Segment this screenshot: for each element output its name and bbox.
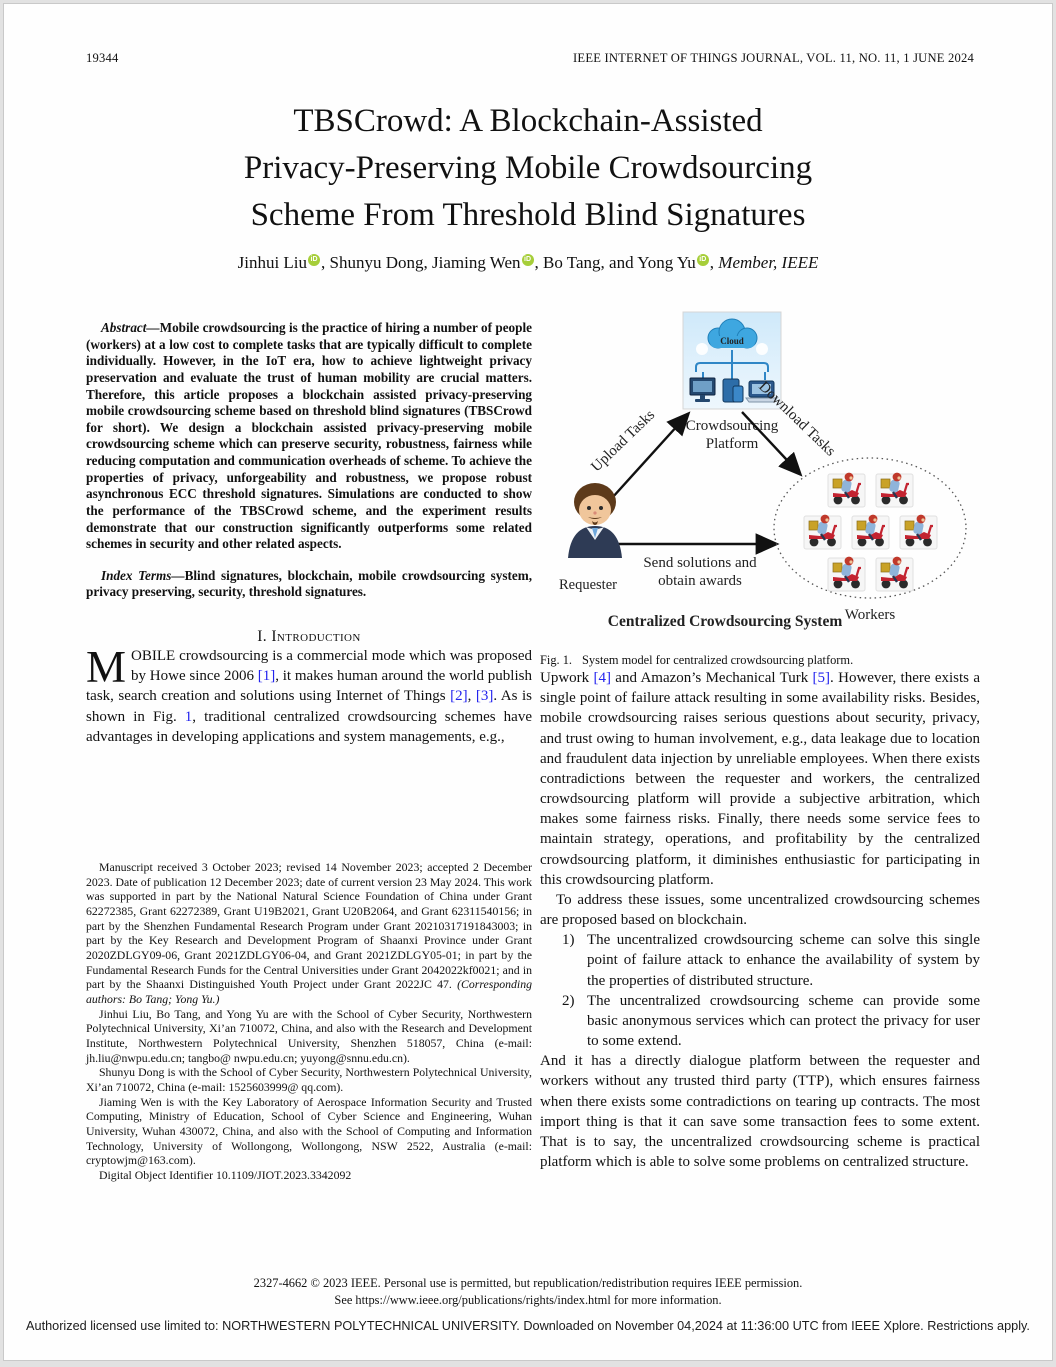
paper-title	[64, 98, 992, 239]
svg-text:obtain awards: obtain awards	[658, 573, 742, 589]
footnote-manuscript: Manuscript received 3 October 2023; revised 14 November 2023; accepted 2 December 2023. Date of publication 12 December 2023; date of current version 23 May 2024. This work was supported in part by the National Natural Science Foundation of China under Grant 62272385, Grant 62272389, Grant U19B2021, Grant U20B2064, and Grant 62311540156; in part by the Shenzhen Fundamental Research Program under Grant 20210317191843003; in part by the Key Research and Development Program of Shaanxi Province under Grant 2020ZDLGY09-06, Grant 2021ZDLGY06-04, and Grant 2021ZDLGY05-01; in part by the Fundamental Research Funds for the Central Universities under Grant 2042022kf0021; and in part by the Shaanxi Distinguished Youth Project under Grant 2022JC 47. (Corresponding authors: Bo Tang; Yong Yu.)	[86, 860, 532, 1007]
worker-scooter-icon	[900, 515, 937, 549]
citation-link-4[interactable]: [4]	[593, 670, 611, 686]
worker-scooter-icon	[828, 473, 865, 507]
workers-label: Workers	[844, 607, 896, 623]
authors-tail: , Bo Tang, and Yong Yu	[534, 253, 696, 272]
orcid-icon[interactable]: iD	[697, 254, 709, 266]
citation-link-2[interactable]: [2]	[450, 688, 468, 705]
footnote-affiliation-2: Shunyu Dong is with the School of Cyber Security, Northwestern Polytechnical University, Xi’an 710072, China (e-mail: 1525603999@ qq.com).	[86, 1065, 532, 1095]
worker-scooter-icon	[804, 515, 841, 549]
authors-line: Jinhui Liu iD , Shunyu Dong, Jiaming Wen iD , Bo Tang, and Yong Yu iD , Member, IEEE	[237, 253, 819, 272]
worker-scooter-icon	[876, 557, 913, 591]
running-header	[86, 51, 974, 66]
title-line-1: TBSCrowd: A Blockchain-Assisted	[293, 103, 763, 139]
figure-1-caption: Fig. 1. System model for centralized crowdsourcing platform.	[540, 653, 854, 667]
citation-link-1[interactable]: [1]	[257, 668, 276, 685]
platform-label: Crowdsourcing	[685, 418, 779, 434]
figure-1-diagram	[540, 306, 980, 638]
authors-middle: , Shunyu Dong, Jiaming Wen	[321, 253, 521, 272]
worker-scooter-icon	[876, 473, 913, 507]
upload-arrow	[612, 414, 688, 498]
rights-url-line: See https://www.ieee.org/publications/rights/index.html for more information.	[334, 1292, 722, 1307]
citation-link-5[interactable]: [5]	[812, 670, 831, 686]
left-column	[86, 320, 532, 747]
drop-cap: M	[86, 642, 127, 692]
title-line-3: Scheme From Threshold Blind Signatures	[250, 196, 806, 233]
intro-paragraph: MOBILE crowdsourcing is a commercial mode which was proposed by Howe since 2006 [1], it makes human around the world publish task, search creation and solutions using Internet of Things [2], [3]. As is shown in Fig. 1, traditional centralized crowdsourcing schemes have advantages in developing applications and system managements, e.g.,	[86, 642, 532, 745]
first-page-footnotes	[86, 860, 532, 1183]
send-solutions-label: Send solutions and	[643, 555, 757, 571]
requester-avatar	[568, 483, 622, 558]
license-line: Authorized licensed use limited to: NORTHWESTERN POLYTECHNICAL UNIVERSITY. Downloaded on November 04,2024 at 11:36:00 UTC from IEEE Xplore. Restrictions apply.	[26, 1319, 1030, 1333]
index-terms-text: Blind signatures, blockchain, mobile crowdsourcing system, privacy preserving, security, threshold signatures.	[86, 567, 532, 600]
paper-page	[3, 3, 1053, 1361]
section-heading-introduction: I. Introduction	[257, 628, 361, 645]
diagram-title: Centralized Crowdsourcing System	[607, 613, 843, 630]
doi-line: Digital Object Identifier 10.1109/JIOT.2023.3342092	[99, 1168, 352, 1183]
system-model-diagram	[540, 306, 980, 638]
numbered-item-1: 1) The uncentralized crowdsourcing scheme can solve this single point of failure attack to enhance the availability of system by the properties of distributed structure.	[562, 932, 980, 989]
page-number: 19344	[86, 51, 119, 65]
copyright-line: 2327-4662 © 2023 IEEE. Personal use is permitted, but republication/redistribution requires IEEE permission.	[253, 1276, 803, 1290]
member-ieee: Member, IEEE	[718, 253, 819, 272]
title-line-2: Privacy-Preserving Mobile Crowdsourcing	[243, 149, 813, 186]
worker-scooter-icon	[828, 557, 865, 591]
right-column	[540, 306, 980, 1172]
body-paragraph-2: To address these issues, some uncentralized crowdsourcing schemes are proposed based on blockchain.	[540, 891, 980, 929]
figure-ref-link[interactable]: 1	[184, 708, 193, 725]
footnote-affiliation-1: Jinhui Liu, Bo Tang, and Yong Yu are with the School of Cyber Security, Northwestern Polytechnical University, Xi’an 710072, China, and also with the Research and Development Institute, Northwestern Polytechnical University, Shenzhen 518057, China (e-mail: jh.liu@nwpu.edu.cn; tangbo@ nwpu.edu.cn; yuyong@snnu.edu.cn).	[86, 1006, 532, 1065]
body-paragraph-1: Upwork [4] and Amazon’s Mechanical Turk [5]. However, there exists a single point of failure attack resulting in some availability risks. Besides, mobile crowdsourcing raises serious questions about security, privacy, and trust owing to human involvement, e.g., data leakage due to location and fraudulent data injection by unreliable employees. When there exists contradictions between the requester and workers, the centralized crowdsourcing platform will provide a subjective arbitration, which makes some fairness risks. Finally, there needs some service fees to maintain strategy, operations, and profitability by the centralized crowdsourcing platform, it diminishes enthusiastic for participating in this crowdsourcing platform.	[540, 670, 980, 888]
worker-scooter-icon	[852, 515, 889, 549]
abstract-label: Abstract—	[101, 320, 160, 335]
footnote-affiliation-3: Jiaming Wen is with the Key Laboratory of Aerospace Information Security and Trusted Computing, Ministry of Education, School of Cyber Science and Engineering, Wuhan University, Wuhan 430072, China, and also with the School of Computing and Information Technology, University of Wollongong, Wollongong, NSW 2522, Australia (e-mail: cryptowjm@163.com).	[86, 1094, 532, 1168]
abstract-text: Mobile crowdsourcing is the practice of hiring a number of people (workers) at a low cost to complete tasks that are typically difficult to complete individually. However, in the IoT era, how to achieve lightweight privacy preservation and evaluate the trust of human mobility are crucial matters. Therefore, this article proposes a blockchain assisted privacy-preserving mobile crowdsourcing scheme based on threshold blind signatures (TBSCrowd for short). We design a blockchain assisted privacy-preserving mobile crowdsourcing scheme which can preserve security, robustness, fairness while reducing computation and communication overheads of scheme. To achieve the properties of privacy, unforgeability and robustness, we propose robust asynchronous ECC threshold signatures. Simulations are conducted to show the performance of the TBSCrowd scheme, and the experiment results demonstrate that our construction significantly outperforms some related schemes in security and other related aspects.	[86, 320, 532, 552]
abstract	[86, 320, 532, 553]
citation-link-3[interactable]: [3]	[475, 688, 494, 705]
svg-text:Cloud: Cloud	[720, 336, 744, 346]
orcid-icon[interactable]: iD	[308, 254, 320, 266]
index-terms	[86, 568, 532, 601]
numbered-item-2: 2) The uncentralized crowdsourcing scheme can provide some basic anonymous services which can protect the privacy for user to some extend.	[562, 992, 980, 1050]
upload-tasks-label: Upload Tasks	[588, 407, 659, 476]
author-jinhui-liu: Jinhui Liu	[237, 253, 308, 272]
copyright-footer	[4, 1275, 1052, 1308]
corresponding-authors: (Corresponding authors: Bo Tang; Yong Yu.)	[86, 977, 532, 1007]
orcid-icon[interactable]: iD	[522, 254, 534, 266]
svg-text:Platform: Platform	[705, 436, 759, 452]
index-terms-label: Index Terms—	[101, 567, 185, 583]
requester-label: Requester	[559, 577, 617, 593]
journal-name: IEEE INTERNET OF THINGS JOURNAL, VOL. 11, NO. 11, 1 JUNE 2024	[573, 51, 974, 65]
download-tasks-label: Download Tasks	[755, 378, 839, 460]
body-paragraph-3: And it has a directly dialogue platform between the requester and workers without any trusted third party (TTP), which ensures fairness when there exists some contradictions on tearing up contracts. The most import thing is that it can save some transaction fees to some extent. That is to say, the uncentralized crowdsourcing scheme is practical platform which is able to solve some problems on centralized structure.	[540, 1053, 980, 1171]
